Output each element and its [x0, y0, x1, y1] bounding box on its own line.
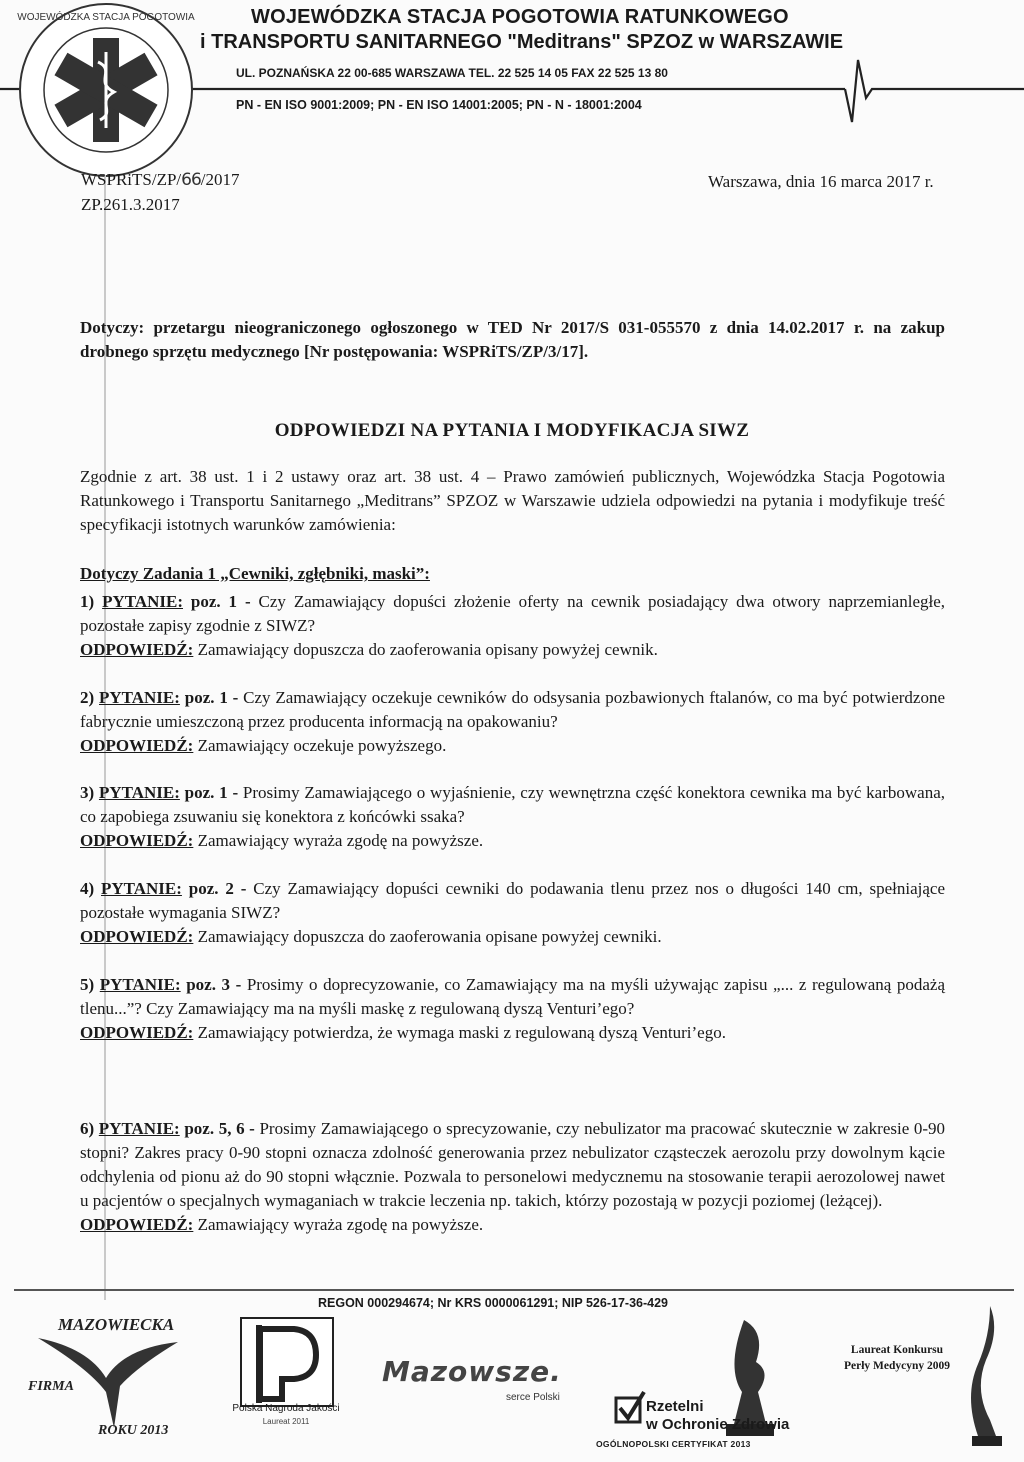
answer-text: Zamawiający potwierdza, że wymaga maski z regulowaną dyszą Venturi’ego.	[197, 1023, 726, 1042]
answer	[80, 925, 945, 949]
laureat-title: Laureat Konkursu	[850, 1344, 944, 1356]
qa-item	[80, 1117, 945, 1237]
footer-divider	[14, 1289, 1014, 1291]
document-title: ODPOWIEDZI NA PYTANIA I MODYFIKACJA SIWZ	[274, 420, 750, 441]
question	[80, 686, 945, 734]
question	[80, 877, 945, 925]
mazowiecka-roku: ROKU 2013	[98, 1423, 169, 1438]
question-label: PYTANIE:	[98, 783, 180, 802]
subject-line: Dotyczy: przetargu nieograniczonego ogłoszonego w TED Nr 2017/S 031-055570 z dnia 14.02.2017 r. na zakup drobnego sprzętu medycznego [Nr postępowania: WSPRiTS/ZP/3/17].	[80, 318, 945, 361]
question	[80, 1117, 945, 1213]
document-date: Warszawa, dnia 16 marca 2017 r.	[708, 172, 934, 191]
rzetelni-certificate: OGÓLNOPOLSKI CERTYFIKAT 2013	[596, 1439, 751, 1449]
reference-zp: ZP.261.3.2017	[81, 195, 180, 214]
footer-registry: REGON 000294674; Nr KRS 0000061291; NIP 526-17-36-429	[318, 1296, 668, 1310]
reference-number	[81, 170, 240, 190]
qa-item	[80, 781, 945, 853]
qa-item	[80, 686, 945, 758]
task-heading: Dotyczy Zadania 1 „Cewniki, zgłębniki, maski”:	[80, 564, 430, 583]
question-position: poz. 5, 6 -	[184, 1119, 255, 1138]
question-position: poz. 3 -	[186, 975, 242, 994]
question-text: Czy Zamawiający dopuści złożenie oferty na cewnik posiadający dwa otwory naprzemianległe, pozostałe zapisy zgodnie z SIWZ?	[80, 592, 946, 635]
question-label: PYTANIE:	[99, 688, 180, 707]
reference-suffix: /2017	[200, 170, 240, 189]
org-address: UL. POZNAŃSKA 22 00-685 WARSZAWA TEL. 22 525 14 05 FAX 22 525 13 80	[236, 66, 668, 80]
iso-certifications: PN - EN ISO 9001:2009; PN - EN ISO 14001:2005; PN - N - 18001:2004	[236, 98, 642, 112]
question-text: Czy Zamawiający oczekuje cewników do odsysania pozbawionych ftalanów, co ma być potwierdzone fabrycznie umieszczoną przez producenta informacją na opakowaniu?	[80, 688, 946, 731]
pnj-title: Polska Nagroda Jakości	[232, 1403, 340, 1414]
answer-text: Zamawiający dopuszcza do zaoferowania opisane powyżej cewniki.	[197, 927, 662, 946]
answer	[80, 1021, 945, 1045]
question-number: 3)	[80, 783, 95, 802]
question-number: 2)	[80, 688, 95, 707]
reference-prefix: WSPRiTS/ZP/	[81, 170, 182, 189]
question-text: Prosimy Zamawiającego o wyjaśnienie, czy wewnętrzna część konektora cewnika ma być karbowana, co zapobiega zsuwaniu się konektora z końcówki ssaka?	[80, 783, 945, 826]
answer-text: Zamawiający wyraża zgodę na powyższe.	[197, 1215, 484, 1234]
qa-item	[80, 877, 945, 949]
answer	[80, 734, 945, 758]
answer-label: ODPOWIEDŹ:	[80, 1023, 194, 1042]
question-position: poz. 1 -	[184, 688, 239, 707]
org-name-line2: i TRANSPORTU SANITARNEGO "Meditrans" SPZOZ w WARSZAWIE	[200, 31, 844, 53]
question-text: Czy Zamawiający dopuści cewniki do podawania tlenu przez nos o długości 140 cm, spełniające pozostałe wymagania SIWZ?	[80, 879, 945, 922]
question-label: PYTANIE:	[98, 1119, 180, 1138]
answer-label: ODPOWIEDŹ:	[80, 1215, 194, 1234]
rzetelni-subtitle: w Ochronie Zdrowia	[646, 1416, 790, 1433]
mazowsze-subtitle: serce Polski	[506, 1392, 560, 1403]
mazowiecka-top: MAZOWIECKA	[58, 1315, 175, 1334]
question-label: PYTANIE:	[102, 592, 183, 611]
eagle-icon	[28, 1308, 224, 1440]
answer	[80, 829, 945, 853]
org-name-line1: WOJEWÓDZKA STACJA POGOTOWIA RATUNKOWEGO	[251, 6, 789, 28]
intro-paragraph: Zgodnie z art. 38 ust. 1 i 2 ustawy oraz art. 38 ust. 4 – Prawo zamówień publicznych, Wojewódzka Stacja Pogotowia Ratunkowego i Transportu Sanitarnego „Meditrans” SPZOZ w Warszawie udziela odpowiedzi na pytania i modyfikuje treść specyfikacji istotnych warunków zamówienia:	[80, 467, 945, 534]
question	[80, 781, 945, 829]
answer-label: ODPOWIEDŹ:	[80, 927, 194, 946]
pnj-subtitle: Laureat 2011	[262, 1417, 310, 1426]
pearl-statuette-icon	[960, 1300, 1012, 1450]
question-position: poz. 2 -	[188, 879, 247, 898]
answer	[80, 638, 945, 662]
pnj-logo-icon	[240, 1317, 334, 1407]
question-position: poz. 1 -	[190, 592, 251, 611]
question-label: PYTANIE:	[99, 975, 181, 994]
question-number: 4)	[80, 879, 95, 898]
star-of-life-icon	[16, 0, 196, 180]
mazowsze-logo: Mazowsze.	[382, 1355, 562, 1388]
rzetelni-title: Rzetelni	[646, 1398, 704, 1415]
question-number: 6)	[80, 1119, 95, 1138]
reference-handwritten: 66	[181, 170, 201, 190]
answer-text: Zamawiający dopuszcza do zaoferowania opisany powyżej cewnik.	[197, 640, 658, 659]
question-number: 5)	[80, 975, 95, 994]
question-position: poz. 1 -	[184, 783, 239, 802]
answer-text: Zamawiający wyraża zgodę na powyższe.	[197, 831, 484, 850]
question-number: 1)	[80, 592, 95, 611]
mazowiecka-firma: FIRMA	[28, 1379, 74, 1394]
qa-item	[80, 973, 945, 1045]
question-label: PYTANIE:	[101, 879, 182, 898]
svg-text:WOJEWÓDZKA STACJA POGOTOWIA: WOJEWÓDZKA STACJA POGOTOWIA	[17, 12, 195, 23]
laureat-subtitle: Perły Medycyny 2009	[843, 1360, 951, 1372]
answer-label: ODPOWIEDŹ:	[80, 736, 194, 755]
answer-label: ODPOWIEDŹ:	[80, 640, 194, 659]
answer	[80, 1213, 945, 1237]
answer-text: Zamawiający oczekuje powyższego.	[197, 736, 447, 755]
qa-item	[80, 590, 945, 662]
question	[80, 973, 945, 1021]
question-text: Prosimy o doprecyzowanie, co Zamawiający ma na myśli używając zapisu „... z regulowaną podażą tlenu...”? Czy Zamawiający ma na myśli maskę z regulowaną dyszą Venturi’ego?	[80, 975, 945, 1018]
question-text: Prosimy Zamawiającego o sprecyzowanie, czy nebulizator ma pracować skutecznie w zakresie 0-90 stopni? Zakres pracy 0-90 stopni oznacza zdolność generowania przez nebulizator cząsteczek aerozolu przy dowolnym kącie odchylenia od pionu aż do 90 stopni włącznie. Pozwala to personelowi medycznemu na stosowanie terapii aerozolowej nawet u pacjentów o specjalnych wymaganiach w trakcie leczenia np. takich, którzy pozostają w pozycji poziomej (leżącej).	[80, 1119, 946, 1210]
question	[80, 590, 945, 638]
answer-label: ODPOWIEDŹ:	[80, 831, 194, 850]
